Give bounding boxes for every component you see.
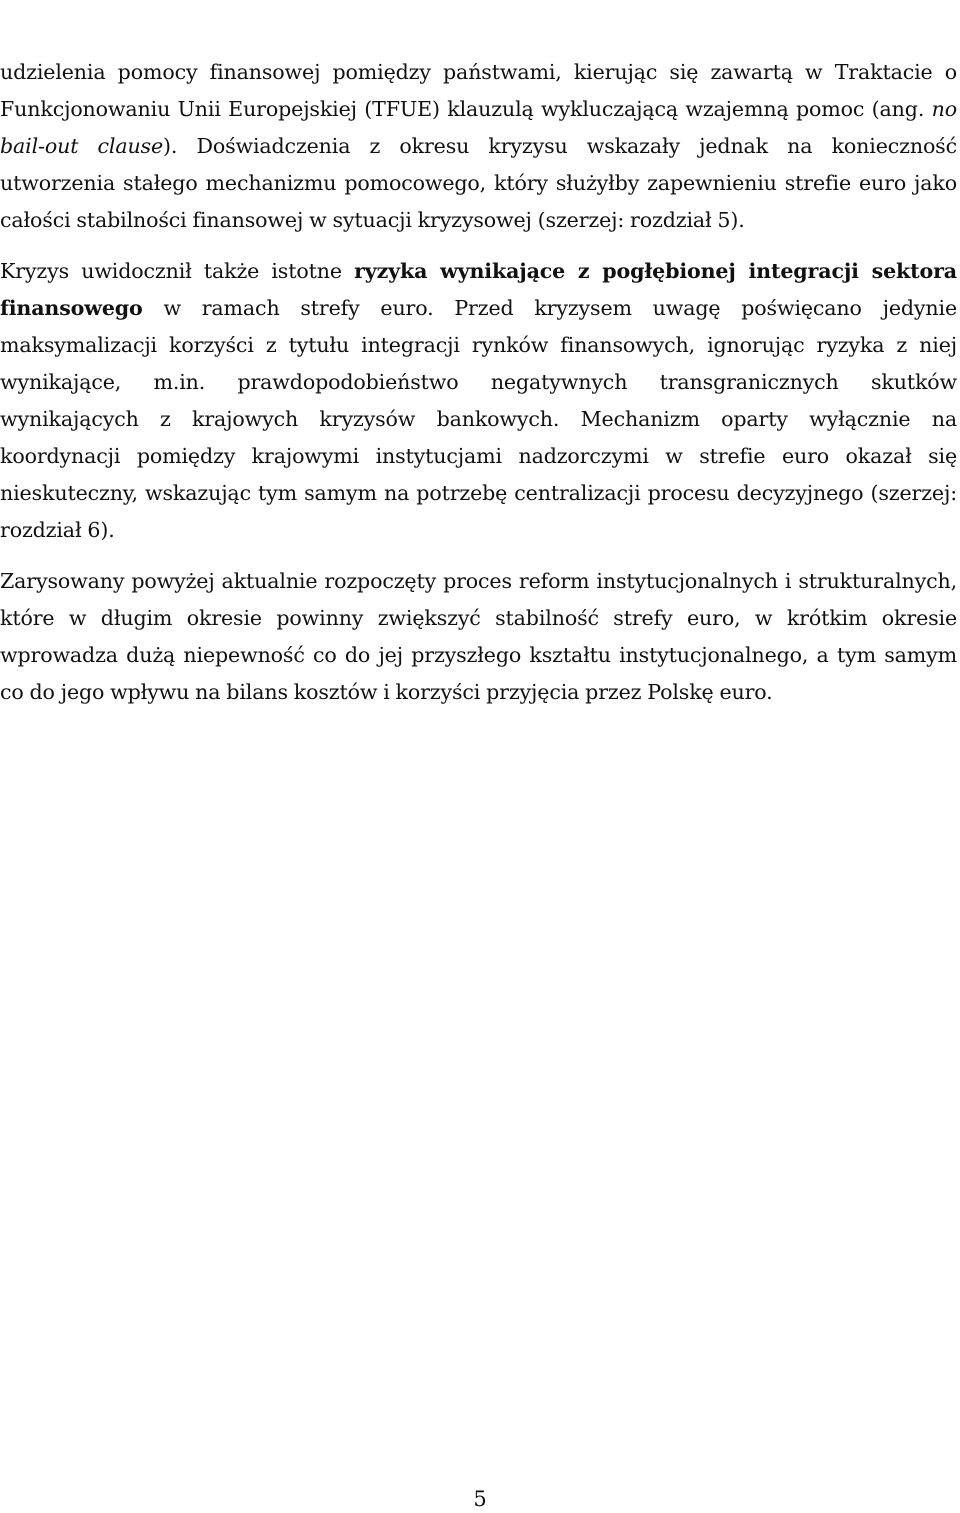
- paragraph-integration-risks: [0, 253, 957, 549]
- paragraph-reform-process: [0, 563, 957, 711]
- page-number: 5: [473, 1487, 487, 1511]
- paragraph-bailout-clause: [0, 54, 957, 239]
- bold-phrase: ryzyka wynikające z pogłębionej integracji sektora finansowego: [0, 259, 957, 320]
- italic-term: no bail-out clause: [0, 97, 957, 158]
- text-segment: Kryzys uwidocznił także istotne: [0, 259, 355, 283]
- text-segment: Zarysowany powyżej aktualnie rozpoczęty proces reform instytucjonalnych i strukturalnych, które w długim okresie powinny zwiększyć stabilność strefy euro, w krótkim okresie wprowadza dużą niepewność co do jej przyszłego kształtu instytucjonalnego, a tym samym co do jego wpływu na bilans kosztów i korzyści przyjęcia przez Polskę euro.: [0, 569, 957, 704]
- text-segment: udzielenia pomocy finansowej pomiędzy państwami, kierując się zawartą w Traktacie o Funkcjonowaniu Unii Europejskiej (TFUE) klauzulą wykluczającą wzajemną pomoc (ang.: [0, 60, 957, 121]
- text-segment: w ramach strefy euro. Przed kryzysem uwagę poświęcano jedynie maksymalizacji korzyści z tytułu integracji rynków finansowych, ignorując ryzyka z niej wynikające, m.in. prawdopodobieństwo negatywnych transgranicznych skutków wynikających z krajowych kryzysów bankowych. Mechanizm oparty wyłącznie na koordynacji pomiędzy krajowymi instytucjami nadzorczymi w strefie euro okazał się nieskuteczny, wskazując tym samym na potrzebę centralizacji procesu decyzyjnego (szerzej: rozdział 6).: [0, 296, 957, 542]
- document-body: [0, 54, 957, 725]
- text-segment: ). Doświadczenia z okresu kryzysu wskazały jednak na konieczność utworzenia stałego mechanizmu pomocowego, który służyłby zapewnieniu strefie euro jako całości stabilności finansowej w sytuacji kryzysowej (szerzej: rozdział 5).: [0, 134, 957, 232]
